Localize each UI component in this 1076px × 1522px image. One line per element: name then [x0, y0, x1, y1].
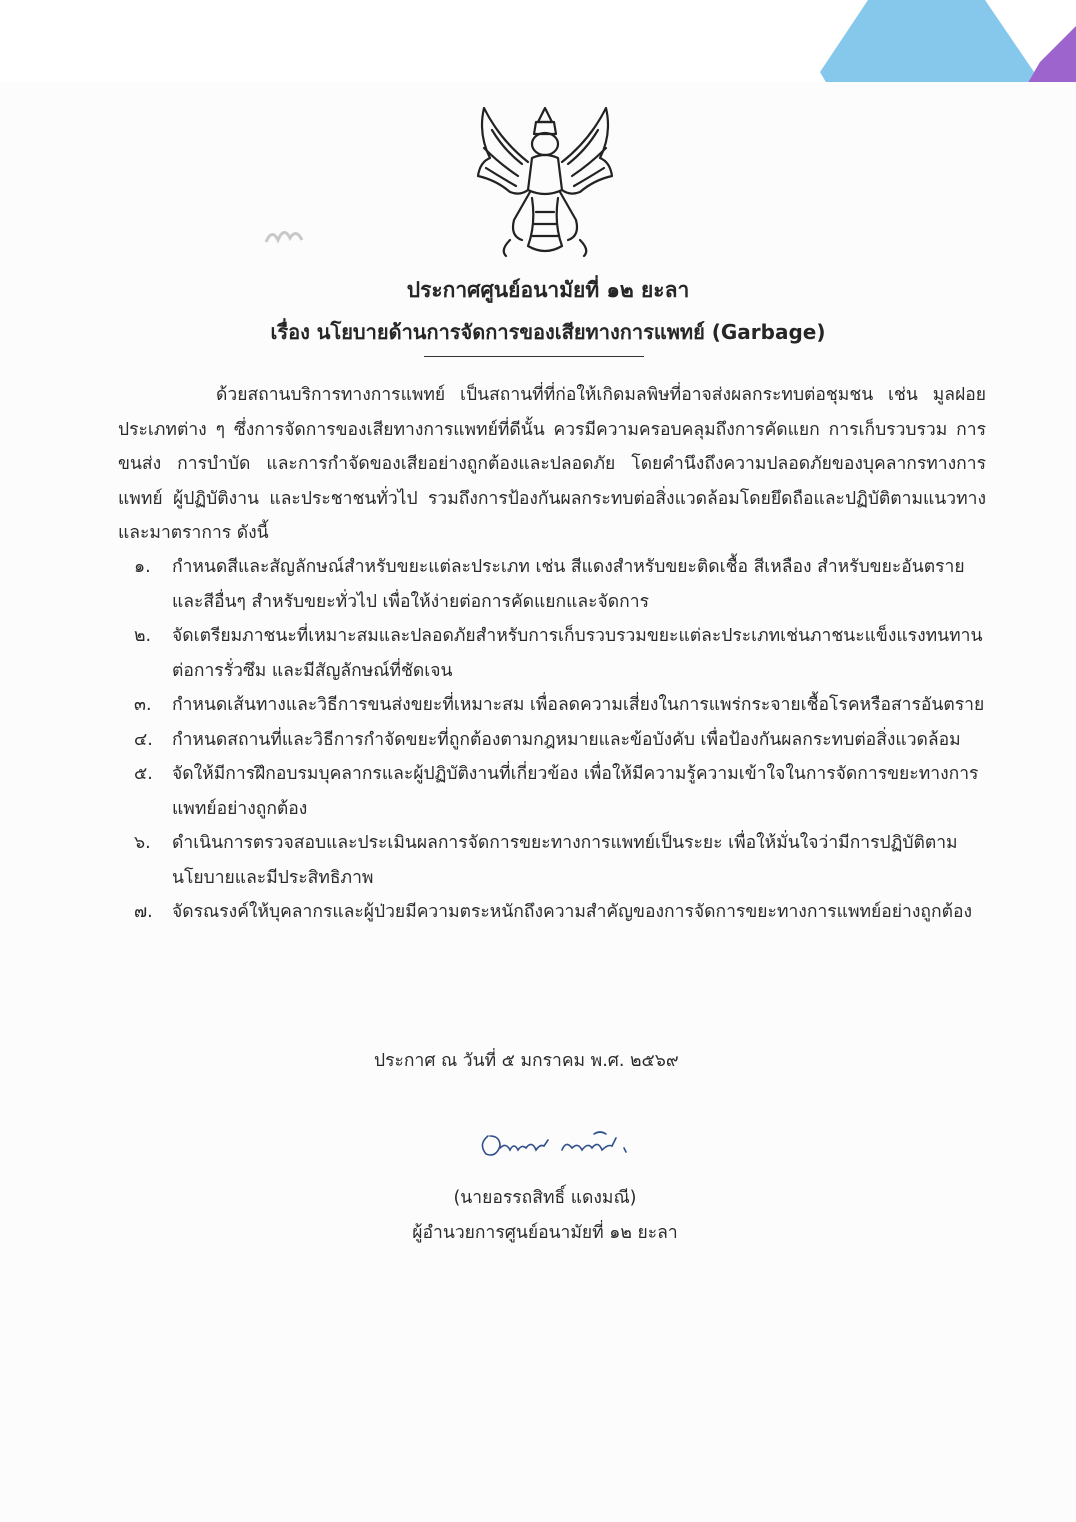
measures-list	[118, 550, 986, 930]
announcement-subject: เรื่อง นโยบายด้านการจัดการของเสียทางการแพทย์ (Garbage)	[270, 320, 826, 344]
proclamation-date: ประกาศ ณ วันที่ ๕ มกราคม พ.ศ. ๒๕๖๙	[374, 1051, 679, 1071]
list-item-number: ๗.	[134, 902, 153, 922]
list-item-number: ๓.	[134, 695, 152, 715]
list-item-text: จัดให้มีการฝึกอบรมบุคลากรและผู้ปฏิบัติงานที่เกี่ยวข้อง เพื่อให้มีความรู้ความเข้าใจในการจัดการขยะทางการแพทย์อย่างถูกต้อง	[172, 764, 979, 819]
list-item	[118, 895, 986, 930]
list-item-text: กำหนดสถานที่และวิธีการกำจัดขยะที่ถูกต้องตามกฎหมายและข้อบังคับ เพื่อป้องกันผลกระทบต่อสิ่งแวดล้อม	[172, 729, 961, 750]
list-item-number: ๕.	[134, 764, 153, 784]
list-item	[118, 723, 986, 758]
list-item	[118, 757, 986, 826]
list-item-number: ๖.	[134, 833, 151, 853]
list-item-text: ดำเนินการตรวจสอบและประเมินผลการจัดการขยะทางการแพทย์เป็นระยะ เพื่อให้มั่นใจว่ามีการปฏิบัติตามนโยบายและมีประสิทธิภาพ	[172, 833, 958, 888]
list-item-text: จัดรณรงค์ให้บุคลากรและผู้ป่วยมีความตระหนักถึงความสำคัญของการจัดการขยะทางการแพทย์อย่างถูกต้อง	[172, 902, 973, 922]
list-item	[118, 688, 986, 723]
title-underline	[424, 356, 644, 357]
list-item-text: กำหนดเส้นทางและวิธีการขนส่งขยะที่เหมาะสม เพื่อลดความเสี่ยงในการแพร่กระจายเชื้อโรคหรือสารอันตราย	[172, 695, 985, 715]
list-item-text: กำหนดสีและสัญลักษณ์สำหรับขยะแต่ละประเภท เช่น สีแดงสำหรับขยะติดเชื้อ สีเหลือง สำหรับขยะอันตราย และสีอื่นๆ สำหรับขยะทั่วไป เพื่อให้ง่ายต่อการคัดแยกและจัดการ	[172, 557, 965, 612]
list-item-number: ๔.	[134, 729, 153, 750]
list-item-text: จัดเตรียมภาชนะที่เหมาะสมและปลอดภัยสำหรับการเก็บรวบรวมขยะแต่ละประเภทเช่นภาชนะแข็งแรงทนทานต่อการรั่วซึม และมีสัญลักษณ์ที่ชัดเจน	[172, 626, 983, 681]
garuda-emblem-icon	[470, 100, 620, 260]
signer-name: (นายอรรถสิทธิ์ แดงมณี)	[453, 1188, 637, 1208]
signer-title: ผู้อำนวยการศูนย์อนามัยที่ ๑๒ ยะลา	[412, 1223, 678, 1243]
list-item	[118, 619, 986, 688]
list-item	[118, 550, 986, 619]
list-item-number: ๑.	[134, 557, 151, 577]
intro-paragraph: ด้วยสถานบริการทางการแพทย์ เป็นสถานที่ที่ก่อให้เกิดมลพิษที่อาจส่งผลกระทบต่อชุมชน เช่น มูลฝอยประเภทต่าง ๆ ซึ่งการจัดการของเสียทางการแพทย์ที่ดีนั้น ควรมีความครอบคลุมถึงการคัดแยก การเก็บรวบรวม การขนส่ง การบำบัด และการกำจัดของเสียอย่างถูกต้องและปลอดภัย โดยคำนึงถึงความปลอดภัยของบุคลากรทางการแพทย์ ผู้ปฏิบัติงาน และประชาชนทั่วไป รวมถึงการป้องกันผลกระทบต่อสิ่งแวดล้อมโดยยึดถือและปฏิบัติตามแนวทางและมาตราการ ดังนี้	[118, 385, 986, 543]
list-item-number: ๒.	[134, 626, 152, 646]
announcement-title: ประกาศศูนย์อนามัยที่ ๑๒ ยะลา	[406, 278, 690, 302]
list-item	[118, 826, 986, 895]
handwritten-signature-icon	[474, 1122, 644, 1166]
faded-stamp-mark-icon	[262, 222, 312, 248]
